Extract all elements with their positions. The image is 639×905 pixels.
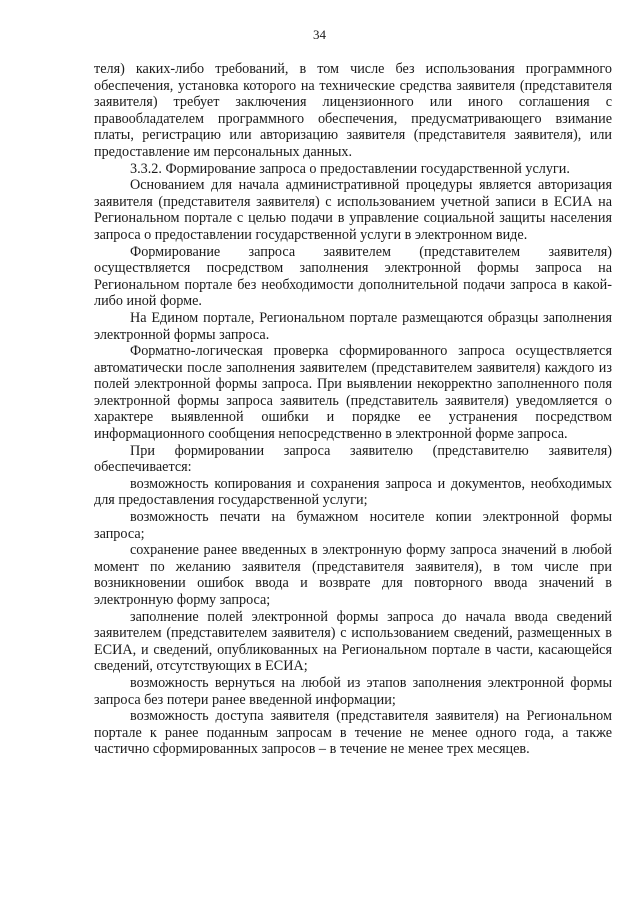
list-item: возможность печати на бумажном носителе копии электронной формы запроса; (94, 509, 612, 542)
page-number: 34 (313, 27, 326, 42)
paragraph: Основанием для начала административной процедуры является авторизация заявителя (представителя заявителя) с использованием учетной записи в ЕСИА на Региональном портале с целью подачи в управление социальной защиты населения запроса о предоставлении государственной услуги в электронном виде. (94, 177, 612, 243)
list-item: заполнение полей электронной формы запроса до начала ввода сведений заявителем (представителем заявителя) с использованием сведений, размещенных в ЕСИА, и сведений, опубликованных на Региональном портале в части, касающейся сведений, отсутствующих в ЕСИА; (94, 608, 612, 675)
section-heading-3-3-2: 3.3.2. Формирование запроса о предоставлении государственной услуги. (130, 160, 570, 177)
document-body (94, 61, 612, 758)
paragraph: На Едином портале, Региональном портале размещаются образцы заполнения электронной формы запроса. (94, 309, 612, 343)
paragraph: При формировании запроса заявителю (представителю заявителя) обеспечивается: (94, 442, 612, 476)
paragraph-continuation: теля) каких-либо требований, в том числе без использования программного обеспечения, установка которого на технические средства заявителя (представителя заявителя) требует заключения лицензионного или иного соглашения с правообладателем программного обеспечения, предусматривающего взимание платы, регистрацию или авторизацию заявителя (представителя заявителя), или предоставление им персональных данных. (94, 61, 612, 160)
list-item: возможность копирования и сохранения запроса и документов, необходимых для предоставления государственной услуги; (94, 475, 612, 509)
paragraph: Формирование запроса заявителем (представителем заявителя) осуществляется посредством заполнения электронной формы запроса на Региональном портале без необходимости дополнительной подачи запроса в какой-либо иной форме. (94, 243, 612, 310)
list-item: возможность доступа заявителя (представителя заявителя) на Региональном портале к ранее поданным запросам в течение не менее одного года, а также частично сформированных запросов – в течение не менее трех месяцев. (94, 708, 612, 758)
list-item: сохранение ранее введенных в электронную форму запроса значений в любой момент по желанию заявителя (представителя заявителя), в том числе при возникновении ошибок ввода и возврате для повторного ввода значений в электронную форму запроса; (94, 542, 612, 608)
paragraph: Форматно-логическая проверка сформированного запроса осуществляется автоматически после заполнения заявителем (представителем заявителя) каждого из полей электронной формы запроса. При выявлении некорректно заполненного поля электронной формы запроса заявитель (представитель заявителя) уведомляется о характере выявленной ошибки и порядке ее устранения посредством информационного сообщения непосредственно в электронной форме запроса. (94, 343, 612, 443)
list-item: возможность вернуться на любой из этапов заполнения электронной формы запроса без потери ранее введенной информации; (94, 674, 612, 708)
